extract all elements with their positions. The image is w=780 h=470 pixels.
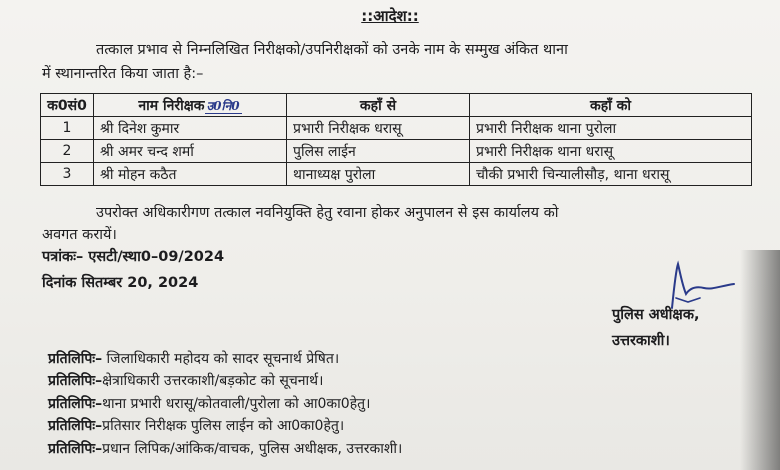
copy-text: प्रतिसार निरीक्षक पुलिस लाईन को आ0का0हेतु। — [102, 418, 345, 435]
copy-item — [48, 348, 738, 370]
copy-text: जिलाधिकारी महोदय को सादर सूचनार्थ प्रेषित। — [102, 351, 340, 367]
instruction-line-1: उपरोक्त अधिकारीगण तत्काल नवनियुक्ति हेतु रवाना होकर अनुपालन से इस कार्यालय को — [96, 205, 559, 221]
table-header-row — [41, 94, 752, 117]
instruction-paragraph — [42, 202, 754, 246]
signatory-title: पुलिस अधीक्षक, — [612, 307, 700, 323]
copy-to-list — [48, 348, 738, 460]
row-from: थानाध्यक्ष पुरोला — [287, 163, 470, 186]
copy-label: प्रतिलिपिः– — [48, 418, 103, 435]
copy-text: थाना प्रभारी धरासू/कोतवाली/पुरोला को आ0का0हेतु। — [102, 395, 371, 412]
page-edge-shadow — [740, 250, 780, 470]
transfer-table — [40, 93, 752, 186]
table-row — [41, 117, 752, 140]
intro-paragraph — [42, 38, 742, 86]
row-to: प्रभारी निरीक्षक थाना धरासू — [470, 140, 752, 163]
row-sno: 3 — [41, 163, 94, 186]
header-from: कहाँ से — [287, 94, 470, 117]
copy-item — [48, 438, 738, 460]
order-date: दिनांक सितम्बर 20, 2024 — [42, 275, 199, 291]
copy-item — [48, 393, 738, 415]
copy-label: प्रतिलिपिः– — [48, 440, 103, 457]
header-handwritten-note: उ0नि0 — [206, 98, 240, 113]
header-sno: क0सं0 — [41, 94, 94, 117]
row-from: प्रभारी निरीक्षक धरासू — [287, 117, 470, 140]
copy-label: प्रतिलिपिः– — [48, 395, 103, 412]
row-name: श्री मोहन कठैत — [94, 163, 287, 186]
order-title: ::आदेश:: — [361, 7, 419, 25]
reference-number: पत्रांकः– एसटी/स्था0–09/2024 — [42, 249, 225, 265]
row-name: श्री अमर चन्द शर्मा — [94, 140, 287, 163]
row-to: चौकी प्रभारी चिन्यालीसौड़, थाना धरासू — [470, 163, 752, 186]
copy-text: प्रधान लिपिक/आंकिक/वाचक, पुलिस अधीक्षक, उत्तरकाशी। — [102, 440, 403, 457]
copy-item — [48, 370, 738, 392]
table-row — [41, 140, 752, 163]
copy-label: प्रतिलिपिः– — [48, 373, 103, 390]
intro-line-2: में स्थानान्तरित किया जाता है:– — [42, 66, 204, 82]
header-name-label: नाम निरीक्षक — [138, 97, 205, 114]
row-name: श्री दिनेश कुमार — [94, 117, 287, 140]
signatory-place: उत्तरकाशी। — [612, 333, 670, 349]
instruction-line-2: अवगत करायें। — [42, 227, 117, 243]
row-to: प्रभारी निरीक्षक थाना पुरोला — [470, 117, 752, 140]
header-to: कहाँ को — [470, 94, 752, 117]
row-from: पुलिस लाईन — [287, 140, 470, 163]
row-sno: 2 — [41, 140, 94, 163]
copy-label: प्रतिलिपिः– — [48, 351, 103, 367]
signatory-block — [612, 302, 742, 354]
copy-item — [48, 415, 738, 437]
table-row — [41, 163, 752, 186]
copy-text: क्षेत्राधिकारी उत्तरकाशी/बड़कोट को सूचनार्थ। — [102, 373, 324, 390]
intro-line-1: तत्काल प्रभाव से निम्नलिखित निरीक्षको/उपनिरीक्षकों को उनके नाम के सम्मुख अंकित थाना — [96, 42, 568, 58]
row-sno: 1 — [41, 117, 94, 140]
header-name — [94, 94, 287, 117]
